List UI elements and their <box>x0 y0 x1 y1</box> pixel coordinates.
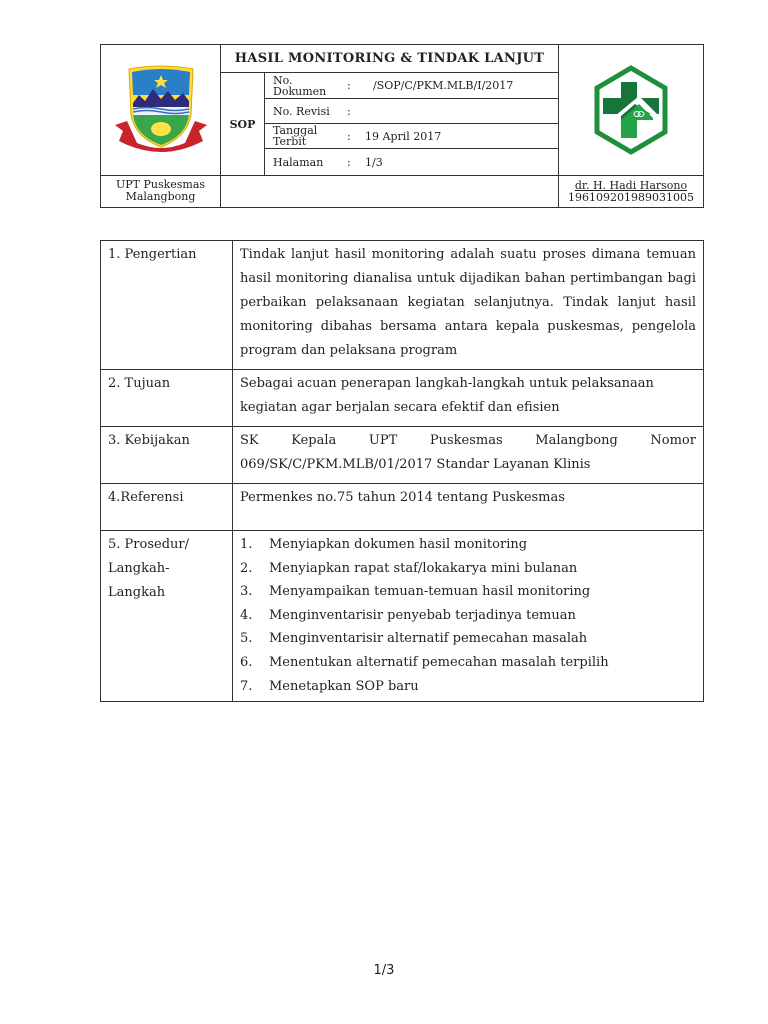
section-text: Tindak lanjut hasil monitoring adalah suatu proses dimana temuan hasil monitoring dianalisa untuk dijadikan bahan pertimbangan bagi perbaikan pelaksanaan kegiatan selanjutnya. Tindak lanjut hasil monitoring dibahas bersama antara kepala puskesmas, pengelola program dan pelaksana program <box>233 241 704 370</box>
signer-name: dr. H. Hadi Harsono <box>574 179 688 192</box>
section-label: 2. Tujuan <box>101 370 233 427</box>
org-line-1: UPT Puskesmas <box>115 178 206 191</box>
section-text: Sebagai acuan penerapan langkah-langkah untuk pelaksanaan kegiatan agar berjalan secara efektif dan efisien <box>233 370 704 427</box>
step-text: Menetapkan SOP baru <box>269 678 419 694</box>
section-row-tujuan <box>101 370 704 427</box>
list-item <box>240 675 696 699</box>
section-label: 4.Referensi <box>101 484 233 531</box>
label-line: 5. Prosedur/ <box>108 537 189 552</box>
step-number: 2. <box>240 560 253 576</box>
meta-colon: : <box>347 79 351 92</box>
meta-row-no-dokumen <box>265 73 558 99</box>
meta-label: Halaman <box>273 155 324 169</box>
meta-colon: : <box>347 104 351 118</box>
word: UPT <box>368 433 398 448</box>
meta-row-no-revisi <box>265 99 558 124</box>
list-item <box>240 533 696 557</box>
kebijakan-line-1 <box>240 429 696 453</box>
word: Nomor <box>650 433 696 448</box>
word: Puskesmas <box>429 433 503 448</box>
list-item <box>240 557 696 581</box>
kebijakan-line-2: 069/SK/C/PKM.MLB/01/2017 Standar Layanan Klinis <box>240 457 591 472</box>
meta-label: No. Revisi <box>273 104 330 118</box>
step-number: 5. <box>240 631 253 647</box>
meta-row-halaman <box>265 149 558 176</box>
list-item <box>240 651 696 675</box>
step-number: 4. <box>240 607 253 623</box>
steps-list <box>240 533 696 698</box>
section-row-kebijakan <box>101 427 704 484</box>
sop-header-table <box>100 44 704 208</box>
word: Malangbong <box>535 433 618 448</box>
label-line: Langkah- <box>108 561 170 576</box>
list-item <box>240 627 696 651</box>
word: SK <box>240 433 259 448</box>
section-row-prosedur <box>101 531 704 702</box>
regency-logo-cell <box>101 45 221 176</box>
list-item <box>240 580 696 604</box>
signatory <box>558 176 703 207</box>
section-row-referensi <box>101 484 704 531</box>
section-text <box>233 427 704 484</box>
organization-name <box>101 176 221 207</box>
step-text: Menginventarisir penyebab terjadinya temuan <box>269 607 576 623</box>
step-number: 6. <box>240 654 253 670</box>
page-number: 1/3 <box>373 963 395 978</box>
section-row-pengertian <box>101 241 704 370</box>
regency-crest-icon <box>101 45 221 176</box>
puskesmas-logo-cell <box>558 45 703 176</box>
section-label: 3. Kebijakan <box>101 427 233 484</box>
meta-value: 1/3 <box>365 155 383 169</box>
step-number: 1. <box>240 537 253 552</box>
meta-value: /SOP/C/PKM.MLB/I/2017 <box>373 79 514 92</box>
meta-colon: : <box>347 129 351 143</box>
puskesmas-logo-icon <box>591 64 671 156</box>
section-text: Permenkes no.75 tahun 2014 tentang Puskesmas <box>233 484 704 531</box>
signer-nip: 196109201989031005 <box>568 191 694 204</box>
meta-label: Tanggal Terbit <box>273 124 318 148</box>
list-item <box>240 604 696 628</box>
doc-type-label: SOP <box>221 73 265 176</box>
step-text: Menentukan alternatif pemecahan masalah terpilih <box>269 654 609 670</box>
meta-row-tanggal-terbit <box>265 124 558 149</box>
procedure-steps <box>233 531 704 702</box>
meta-value: 19 April 2017 <box>365 129 442 143</box>
sop-content-table <box>100 240 704 702</box>
document-title: HASIL MONITORING & TINDAK LANJUT <box>221 45 558 73</box>
empty-cell <box>221 176 558 207</box>
org-line-2: Malangbong <box>125 190 196 203</box>
step-text: Menyiapkan rapat staf/lokakarya mini bulanan <box>269 560 578 576</box>
step-number: 7. <box>240 678 253 694</box>
meta-colon: : <box>347 155 351 169</box>
step-number: 3. <box>240 584 253 600</box>
meta-label: No. Dokumen <box>273 73 327 98</box>
section-label: 1. Pengertian <box>101 241 233 370</box>
step-text: Menginventarisir alternatif pemecahan masalah <box>269 631 588 647</box>
label-line: Langkah <box>108 585 166 600</box>
word: Kepala <box>291 433 337 448</box>
section-label <box>101 531 233 702</box>
step-text: Menyiapkan dokumen hasil monitoring <box>269 537 528 552</box>
step-text: Menyampaikan temuan-temuan hasil monitoring <box>269 584 591 600</box>
